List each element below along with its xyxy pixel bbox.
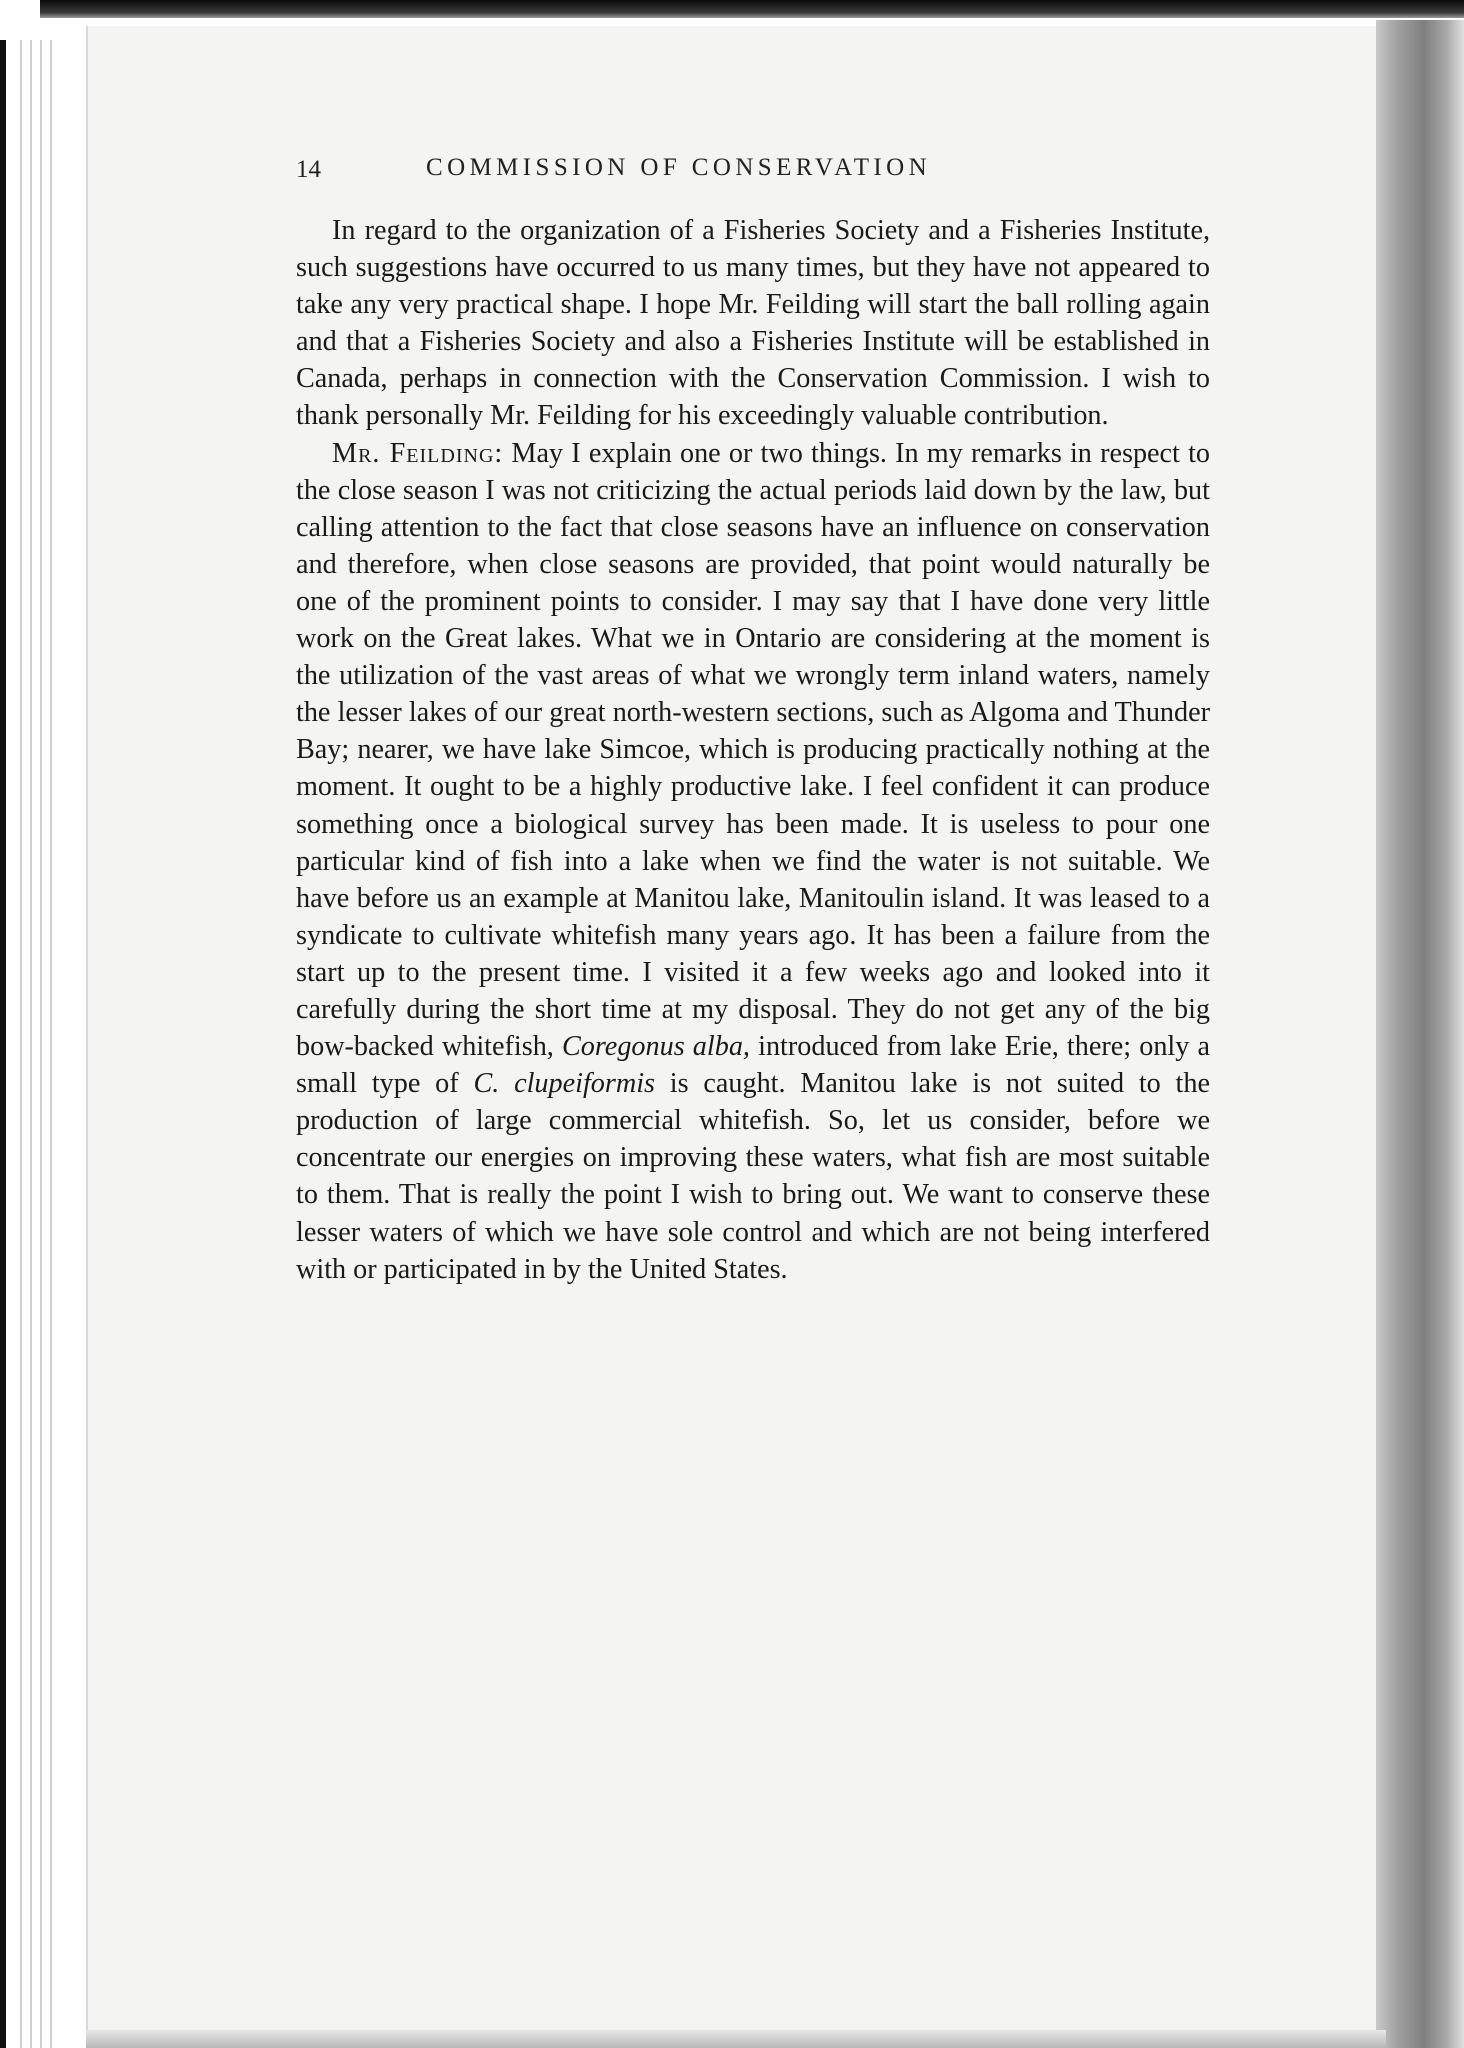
page-edge-line	[20, 40, 22, 2048]
speaker-name: Mr. Feilding:	[332, 437, 504, 469]
page-edge-line	[30, 40, 32, 2048]
book-left-page-edges	[0, 40, 64, 2048]
paragraph-2	[296, 435, 1210, 1288]
scanner-top-edge	[40, 0, 1464, 18]
paragraph-2-segment-3: is caught. Manitou lake is not suited to the production of large commercial whitefish. So, let us consider, before we concentrate our energies on improving these waters, what fish are most suitable to them. That is really the point I wish to bring out. We want to conserve these lesser waters of which we have sole control and which are not being interfered with or participated in by the United States.	[296, 1068, 1210, 1285]
scanner-bottom-edge	[86, 2030, 1386, 2048]
paragraph-2-segment-2: introduced from lake Erie, there; only a small type of	[296, 1031, 1211, 1100]
page-edge-line	[50, 40, 52, 2048]
running-head	[296, 152, 1076, 192]
book-spine-shadow	[1376, 20, 1464, 2048]
paragraph-1: In regard to the organization of a Fisheries Society and a Fisheries Institute, such suggestions have occurred to us many times, but they have not appeared to take any very practical shape. I hope Mr. Feilding will start the ball rolling again and that a Fisheries Society and also a Fisheries Institute will be established in Canada, perhaps in connection with the Conservation Commission. I wish to thank personally Mr. Feilding for his exceedingly valuable contribution.	[296, 215, 1210, 432]
species-name-coregonus-alba: Coregonus alba,	[561, 1031, 750, 1063]
paragraph-2-segment-1: May I explain one or two things. In my remarks in respect to the close season I was not criticizing the actual periods laid down by the law, but calling attention to the fact that close seasons have an influence on conservation and therefore, when close seasons are provided, that point would naturally be one of the prominent points to consider. I may say that I have done very little work on the Great lakes. What we in Ontario are considering at the moment is the utilization of the vast areas of what we wrongly term inland waters, namely the lesser lakes of our great north-western sections, such as Algoma and Thunder Bay; nearer, we have lake Simcoe, which is producing practically nothing at the moment. It ought to be a highly productive lake. I feel confident it can produce something once a biological survey has been made. It is useless to pour one particular kind of fish into a lake when we find the water is not suitable. We have before us an example at Manitou lake, Manitoulin island. It was leased to a syndicate to cultivate whitefish many years ago. It has been a failure from the start up to the present time. I visited it a few weeks ago and looked into it carefully during the short time at my disposal. They do not get any of the big bow-backed whitefish,	[296, 437, 1211, 1063]
running-head-title: COMMISSION OF CONSERVATION	[426, 154, 932, 181]
species-name-c-clupeiformis: C. clupeiformis	[473, 1068, 655, 1100]
body-text	[296, 212, 1210, 1288]
page-edge-line	[40, 40, 42, 2048]
page-number: 14	[296, 156, 321, 183]
